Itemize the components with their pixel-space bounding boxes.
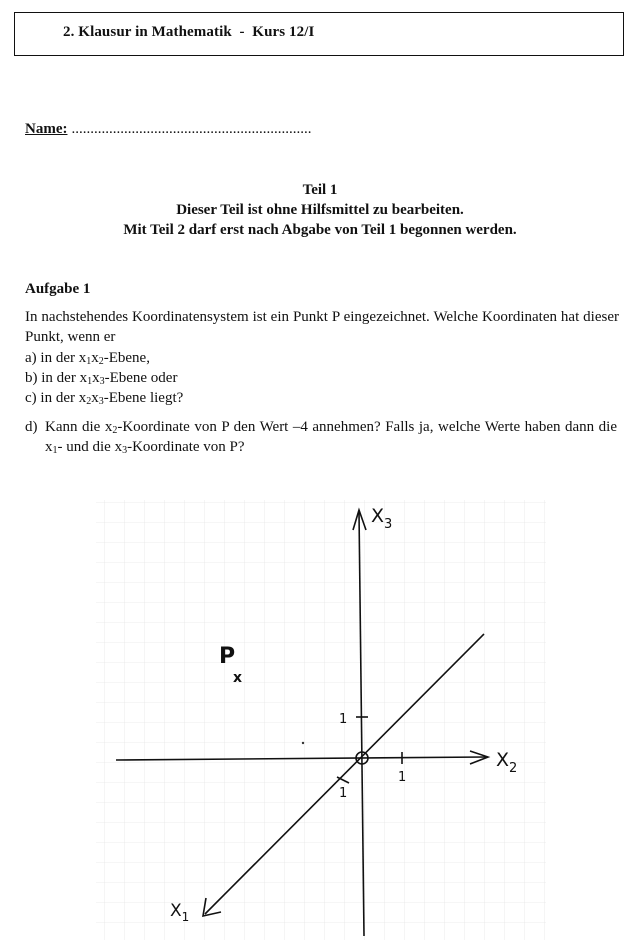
x2-tick-label: 1 [398,770,407,785]
x3-letter: X [371,505,385,527]
option-c-text: in der x [40,390,87,406]
option-d-part4: -Koordinate von P? [127,439,245,455]
x1-letter: X [170,901,182,921]
option-d-sub1: 2 [112,425,118,436]
option-c-end: -Ebene liegt? [103,390,184,406]
option-a-letter: a) [25,350,37,366]
x3-tick-label: 1 [339,712,348,727]
option-d-sub2: 1 [52,445,58,456]
x1-subscript: 1 [181,910,190,924]
option-d [25,417,619,457]
option-b-sub1: 1 [87,376,93,387]
option-a-end: -Ebene, [103,350,150,366]
name-field [25,121,311,138]
option-b-text: in der x [41,370,88,386]
part-note-2: Mit Teil 2 darf erst nach Abgabe von Teil 1 begonnen werden. [123,222,517,238]
option-d-sub3: 3 [122,445,128,456]
option-c-sub1: 2 [86,396,92,407]
grid-paper [96,500,546,940]
option-b-end: -Ebene oder [104,370,178,386]
name-label: Name: [25,121,68,137]
option-d-letter: d) [25,419,38,435]
option-d-text [45,417,617,457]
option-c-sub2: 3 [98,396,104,407]
option-b [25,368,177,388]
name-dots: ................................................................ [71,121,312,137]
option-a-text: in der x [40,350,87,366]
exam-title: 2. Klausur in Mathematik - Kurs 12/I [63,24,315,40]
task-title: Aufgabe 1 [25,281,91,297]
part-heading: Teil 1 [302,182,338,198]
option-d-part1: Kann die x [45,419,113,435]
stray-mark [302,742,304,744]
x2-subscript: 2 [509,761,518,776]
x3-subscript: 3 [384,517,393,532]
option-d-part2: -Koordinate von P den Wert –4 annehmen? Falls ja, welche Werte haben dann die x [45,419,617,455]
option-b-x: x [92,370,100,386]
x1-tick-label: 1 [339,786,348,801]
option-d-part3: - und die x [57,439,123,455]
option-a [25,348,150,368]
part-instructions [0,180,640,240]
point-p-label: P [219,644,236,669]
task-intro: In nachstehendes Koordinatensystem ist ein Punkt P eingezeichnet. Welche Koordinaten hat dieser Punkt, wenn er [25,309,619,345]
option-a-sub1: 1 [86,356,92,367]
coordinate-system [0,470,640,940]
part-note-1: Dieser Teil ist ohne Hilfsmittel zu bearbeiten. [176,202,464,218]
option-a-sub2: 2 [98,356,104,367]
header-box [14,12,624,56]
option-b-letter: b) [25,370,38,386]
option-b-sub2: 3 [99,376,105,387]
x2-letter: X [496,749,510,771]
option-c [25,388,183,408]
option-c-x: x [91,390,99,406]
option-c-letter: c) [25,390,37,406]
point-p-mark: x [233,670,243,686]
option-a-x: x [91,350,99,366]
